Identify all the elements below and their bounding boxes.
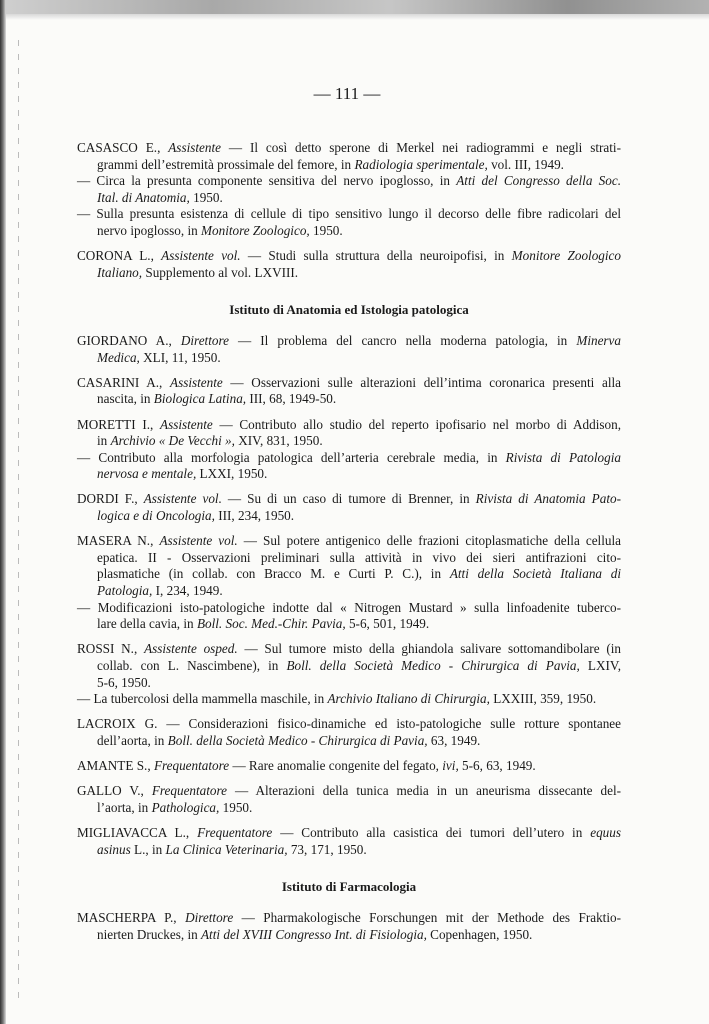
text: grammi dell’estremità prossimale del femore, in xyxy=(97,156,355,172)
text-line xyxy=(77,450,621,467)
text: DORDI F., xyxy=(77,491,144,507)
text: nascita, in xyxy=(97,391,154,407)
text-line xyxy=(77,616,621,633)
text: — Il problema del cancro nella moderna patologia, in xyxy=(228,332,577,348)
text: MORETTI I., xyxy=(77,416,161,432)
text: — Sul tumore misto della ghiandola salivare sottomandibolare (in xyxy=(237,641,621,657)
text: — Contributo alla morfologia patologica dell’arteria cerebrale media, in xyxy=(77,449,506,465)
text: — Studi sulla struttura della neuroipofisi, in xyxy=(240,248,512,264)
text: 73, 171, 1950. xyxy=(287,841,367,857)
bibliography-content xyxy=(77,140,621,943)
scan-left-edge xyxy=(0,0,6,1024)
bibliography-entry xyxy=(77,758,621,775)
scan-binding-marks xyxy=(18,40,19,1000)
text-line xyxy=(77,508,621,525)
italic-text: Monitore Zoologico, xyxy=(201,222,310,238)
italic-text: Pathologica, xyxy=(151,799,220,815)
section-heading: Istituto di Farmacologia xyxy=(281,879,417,895)
italic-text: Rivista di Patologia xyxy=(505,449,621,465)
text: LACROIX G. — Considerazioni fisico-dinamiche ed isto-patologiche sulle rotture spontanee xyxy=(77,716,621,732)
text: GIORDANO A., xyxy=(77,332,181,348)
text-line xyxy=(77,466,621,483)
text: MASCHERPA P., xyxy=(77,909,186,925)
text-line xyxy=(77,265,621,282)
text: — Modificazioni isto-patologiche indotte dal « Nitrogen Mustard » sulla linfoadenite tuberco- xyxy=(77,599,621,615)
italic-text: Atti della Società Italiana di xyxy=(449,566,621,582)
italic-text: Boll. della Società Medico - Chirurgica di Pavia, xyxy=(167,732,428,748)
bibliography-entry xyxy=(77,825,621,858)
text-line xyxy=(77,350,621,367)
bibliography-entry xyxy=(77,783,621,816)
text-line xyxy=(77,491,621,508)
italic-text: Patologia, xyxy=(97,583,153,599)
text: dell’aorta, in xyxy=(97,732,168,748)
text: l’aorta, in xyxy=(97,799,152,815)
italic-text: Minerva xyxy=(576,332,622,348)
text: — Su di un caso di tumore di Brenner, in xyxy=(221,491,476,507)
text: 5-6, 63, 1949. xyxy=(458,758,536,774)
page-number: — 111 — xyxy=(313,84,381,103)
bibliography-entry xyxy=(77,533,621,633)
bibliography-entry xyxy=(77,375,621,408)
text-line xyxy=(77,375,621,392)
italic-text: Radiologia sperimentale, xyxy=(354,156,488,172)
text: — Alterazioni della tunica media in un aneurisma dissecante del- xyxy=(227,783,622,799)
text: Copenhagen, 1950. xyxy=(426,926,533,942)
italic-text: Assistente vol. xyxy=(159,533,238,549)
italic-text: Frequentatore xyxy=(151,783,228,799)
text: — Pharmakologische Forschungen mit der Methode des Fraktio- xyxy=(233,909,621,925)
text-line xyxy=(77,566,621,583)
italic-text: nervosa e mentale, xyxy=(97,466,197,482)
text-line xyxy=(77,733,621,750)
text: 1950. xyxy=(219,799,253,815)
text-line xyxy=(77,417,621,434)
text: 63, 1949. xyxy=(427,732,481,748)
text: ROSSI N., xyxy=(77,641,145,657)
text: LXIV, xyxy=(579,658,621,673)
text: CASASCO E., xyxy=(77,140,169,155)
text-line xyxy=(77,658,621,675)
italic-text: Direttore xyxy=(185,909,234,925)
bibliography-entry xyxy=(77,910,621,943)
text: collab. con L. Nascimbene), in xyxy=(97,658,287,673)
text: CASARINI A., xyxy=(77,374,171,390)
text: MIGLIAVACCA L., xyxy=(77,825,198,841)
italic-text: Boll. Soc. Med.-Chir. Pavia, xyxy=(196,616,346,632)
scan-top-shadow xyxy=(0,14,709,20)
italic-text: Assistente xyxy=(170,374,223,390)
text: III, 68, 1949-50. xyxy=(246,391,337,407)
text-line xyxy=(77,716,621,733)
text: Supplemento al vol. LXVIII. xyxy=(142,264,299,280)
text-line xyxy=(77,190,621,207)
text-line xyxy=(77,157,621,174)
text-line xyxy=(77,675,621,692)
text: 1950. xyxy=(309,222,343,238)
text: AMANTE S., xyxy=(77,758,154,774)
text: — Rare anomalie congenite del fegato, xyxy=(229,758,443,774)
section-heading: Istituto di Anatomia ed Istologia patologica xyxy=(229,302,469,318)
text-line xyxy=(77,333,621,350)
text-line xyxy=(77,691,621,708)
text-line xyxy=(77,433,621,450)
text-line xyxy=(77,842,621,859)
text: 1950. xyxy=(189,189,223,205)
text: nervo ipoglosso, in xyxy=(97,222,202,238)
text: — Il così detto sperone di Merkel nei radiogrammi e negli strati- xyxy=(221,140,621,155)
text-line xyxy=(77,206,621,223)
bibliography-entry xyxy=(77,248,621,281)
italic-text: Assistente xyxy=(160,416,213,432)
text: I, 234, 1949. xyxy=(152,583,223,599)
text: — Osservazioni sulle alterazioni dell’intima coronarica presenti alla xyxy=(222,374,622,390)
italic-text: Ital. di Anatomia, xyxy=(97,189,190,205)
bibliography-entry xyxy=(77,641,621,707)
text: — Sulla presunta esistenza di cellule di tipo sensitivo lungo il decorso delle fibre radicolari del xyxy=(77,206,621,222)
text: XIV, 831, 1950. xyxy=(234,433,323,449)
text: plasmatiche (in collab. con Bracco M. e Curti P. C.), in xyxy=(97,566,450,582)
text-line xyxy=(77,140,621,157)
italic-text: Boll. della Società Medico - Chirurgica di Pavia, xyxy=(286,658,580,673)
italic-text: Direttore xyxy=(180,332,229,348)
italic-text: Rivista di Anatomia Pato- xyxy=(475,491,621,507)
text: lare della cavia, in xyxy=(97,616,197,632)
italic-text: Assistente vol. xyxy=(161,248,241,264)
italic-text: Assistente osped. xyxy=(144,641,238,657)
text-line xyxy=(77,927,621,944)
text: III, 234, 1950. xyxy=(214,508,295,524)
text-line xyxy=(77,533,621,550)
text: epatica. II - Osservazioni preliminari sulla attività in vivo dei sieri antifrazioni cito- xyxy=(97,549,621,565)
italic-text: Assistente vol. xyxy=(143,491,222,507)
text-line xyxy=(77,550,621,567)
italic-text: Assistente xyxy=(168,140,221,155)
italic-text: logica e di Oncologia, xyxy=(97,508,215,524)
text-line xyxy=(77,783,621,800)
text: LXXIII, 359, 1950. xyxy=(489,691,597,707)
italic-text: Frequentatore xyxy=(153,758,230,774)
text-line xyxy=(77,223,621,240)
italic-text: Archivio « De Vecchi », xyxy=(110,433,235,449)
bibliography-entry xyxy=(77,417,621,483)
text: XLI, 11, 1950. xyxy=(139,349,221,365)
italic-text: Archivio Italiano di Chirurgia, xyxy=(327,691,490,707)
italic-text: Biologica Latina, xyxy=(153,391,247,407)
italic-text: asinus xyxy=(97,841,131,857)
italic-text: La Clinica Veterinaria, xyxy=(165,841,288,857)
italic-text: equus xyxy=(590,825,621,841)
text-line xyxy=(77,248,621,265)
italic-text: Frequentatore xyxy=(197,825,273,841)
text: MASERA N., xyxy=(77,533,160,549)
text: in xyxy=(97,433,111,449)
text: — Sul potere antigenico delle frazioni citoplasmatiche della cellula xyxy=(237,533,621,549)
text-line xyxy=(77,641,621,658)
text-line xyxy=(77,583,621,600)
bibliography-entry xyxy=(77,333,621,366)
text: — Circa la presunta componente sensitiva del nervo ipoglosso, in xyxy=(77,173,457,189)
text: — La tubercolosi della mammella maschile, in xyxy=(77,691,328,707)
text: — Contributo alla casistica dei tumori dell’utero in xyxy=(272,825,591,841)
text: LXXI, 1950. xyxy=(196,466,268,482)
text-line xyxy=(77,825,621,842)
text-line xyxy=(77,391,621,408)
text-line xyxy=(77,800,621,817)
bibliography-entry xyxy=(77,716,621,749)
italic-text: ivi, xyxy=(442,758,459,774)
italic-text: Italiano, xyxy=(97,264,143,280)
text: L., in xyxy=(130,841,166,857)
text-line xyxy=(77,758,621,775)
text: 5-6, 1950. xyxy=(97,674,151,690)
scan-top-edge xyxy=(0,0,709,14)
text: CORONA L., xyxy=(77,248,162,264)
italic-text: Atti del Congresso della Soc. xyxy=(456,173,622,189)
text: vol. III, 1949. xyxy=(487,156,564,172)
italic-text: Medica, xyxy=(97,349,140,365)
text-line xyxy=(77,600,621,617)
text: GALLO V., xyxy=(77,783,152,799)
text-line xyxy=(77,173,621,190)
bibliography-entry xyxy=(77,491,621,524)
bibliography-entry xyxy=(77,140,621,240)
italic-text: Monitore Zoologico xyxy=(511,248,622,264)
italic-text: Atti del XVIII Congresso Int. di Fisiologia, xyxy=(201,926,427,942)
text: 5-6, 501, 1949. xyxy=(345,616,430,632)
text: nierten Druckes, in xyxy=(97,926,201,942)
text-line xyxy=(77,910,621,927)
text: — Contributo allo studio del reperto ipofisario nel morbo di Addison, xyxy=(212,416,621,432)
